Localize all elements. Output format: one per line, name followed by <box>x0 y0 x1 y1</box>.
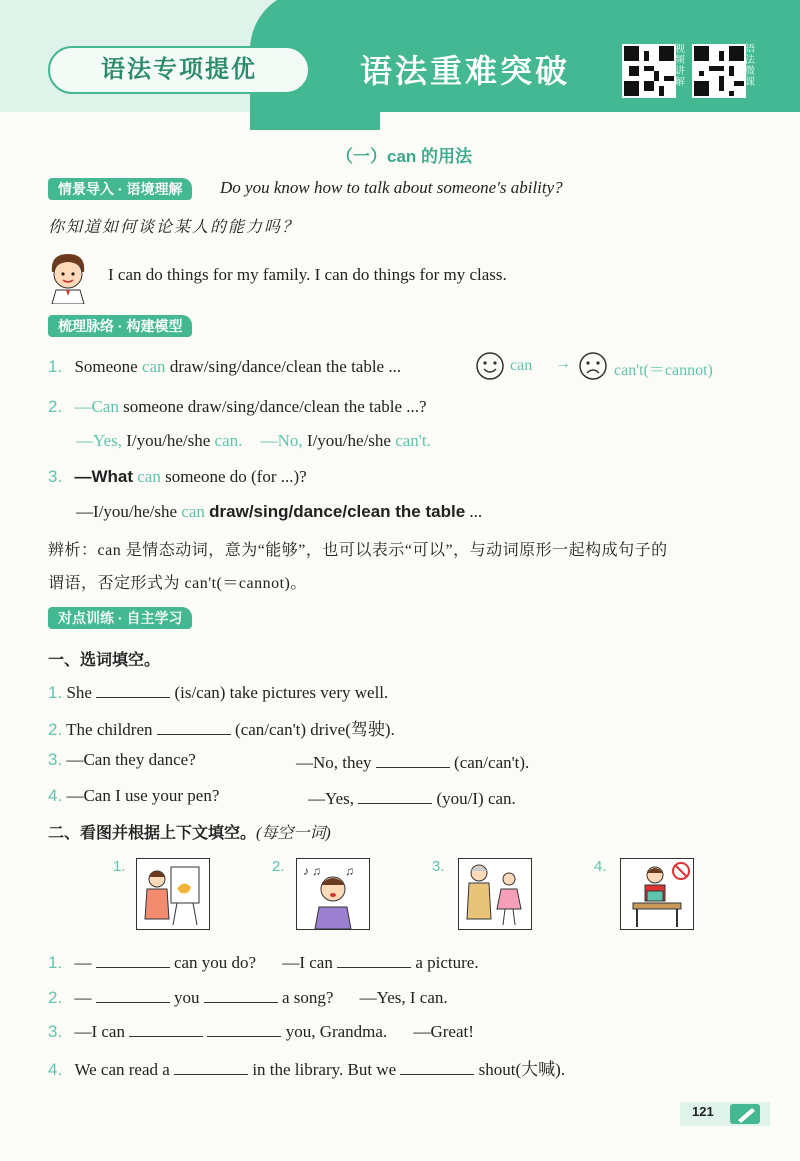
q1-text-b: (is/can) take pictures very well. <box>174 683 389 702</box>
part1-title: 一、选词填空。 <box>48 652 161 669</box>
model-line-2-rest: someone draw/sing/dance/clean the table ...? <box>123 397 427 416</box>
p3-blank-2[interactable] <box>207 1019 281 1037</box>
intro-label: 情景导入 · 语境理解 <box>48 178 192 200</box>
p3-blank-1[interactable] <box>129 1019 203 1037</box>
boy-singing-icon <box>297 859 369 929</box>
model-line-3-num: 3. <box>48 467 63 486</box>
answer-no: —No, <box>260 431 303 450</box>
picture-library-reading <box>620 858 694 930</box>
page-number: 121 <box>692 1104 714 1119</box>
section-tab[interactable]: 语法专项提优 <box>48 46 310 94</box>
q3-num: 3. <box>48 750 63 769</box>
smile-face-icon <box>475 351 505 381</box>
pic-num-1: 1. <box>113 858 126 875</box>
model-line-2-dash: — <box>74 397 92 416</box>
part2-heading <box>48 820 331 843</box>
note-line-1: 辨析：can 是情态动词，意为“能够”，也可以表示“可以”，与动词原形一起构成句子的 <box>48 542 668 559</box>
model-label: 梳理脉络 · 构建模型 <box>48 315 192 337</box>
q2-text-b: (can/can't) drive(驾驶). <box>235 720 395 739</box>
answer-no-subject: I/you/he/she <box>306 431 391 450</box>
question-4 <box>48 786 219 806</box>
model-line-3b-end: ... <box>469 502 483 521</box>
p3-num: 3. <box>48 1022 63 1041</box>
answer-no-cant: can't. <box>395 431 431 450</box>
svg-text:♪ ♫: ♪ ♫ <box>303 864 321 878</box>
p2-text-d: —Yes, I can. <box>359 988 448 1007</box>
answer-yes: —Yes, <box>76 431 122 450</box>
smile-can: can <box>510 357 533 374</box>
model-line-3 <box>48 467 307 487</box>
pencil-glyph <box>730 1104 760 1124</box>
p1-dash: — <box>74 953 92 972</box>
p1-blank-2[interactable] <box>337 950 411 968</box>
q4-text-a: —Can I use your pen? <box>66 786 220 805</box>
model-line-3-can: can <box>137 467 161 486</box>
page-title: 语法重难突破 <box>360 53 571 89</box>
question-3 <box>48 750 196 770</box>
q3-text-b: —No, they <box>296 753 372 772</box>
pic-question-2 <box>48 985 448 1008</box>
intro-question-en: Do you know how to talk about someone's ability? <box>220 178 563 197</box>
model-line-3b-verbs: draw/sing/dance/clean the table <box>209 502 466 521</box>
model-line-3-rest: someone do (for ...)? <box>165 467 307 486</box>
q4-text-b: —Yes, <box>308 789 354 808</box>
p2-text-c: a song? <box>281 988 334 1007</box>
model-line-1 <box>48 357 401 377</box>
question-2 <box>48 715 395 740</box>
pencil-icon <box>730 1104 760 1124</box>
p4-num: 4. <box>48 1060 63 1079</box>
pic-num-4: 4. <box>594 858 607 875</box>
pic-num-3: 3. <box>432 858 445 875</box>
qr-code-video[interactable] <box>622 44 676 98</box>
q3-text-c: (can/can't). <box>454 753 530 772</box>
part2-title: 二、看图并根据上下文填空。 <box>48 825 257 842</box>
p1-blank-1[interactable] <box>96 950 170 968</box>
answer-yes-subject: I/you/he/she <box>126 431 211 450</box>
q2-text-a: The children <box>66 720 153 739</box>
q4-num: 4. <box>48 786 63 805</box>
smile-cant: can't(＝cannot) <box>614 362 713 379</box>
p3-text-c: —Great! <box>413 1022 474 1041</box>
p2-blank-1[interactable] <box>96 985 170 1003</box>
model-line-3b-can: can <box>181 502 205 521</box>
pic-question-3 <box>48 1019 474 1042</box>
question-3-answer <box>296 750 529 773</box>
q4-text-c: (you/I) can. <box>436 789 516 808</box>
p4-blank-1[interactable] <box>174 1057 248 1075</box>
p2-dash: — <box>74 988 92 1007</box>
model-line-2 <box>48 397 427 417</box>
p1-text-b: can you do? <box>173 953 257 972</box>
model-line-2b <box>76 431 431 451</box>
model-line-3-what: —What <box>74 467 133 486</box>
answer-yes-can: can. <box>214 431 243 450</box>
p2-num: 2. <box>48 988 63 1007</box>
model-line-1-subject: Someone <box>74 357 138 376</box>
model-line-3b-start: —I/you/he/she <box>76 502 178 521</box>
p1-num: 1. <box>48 953 63 972</box>
p2-text-b: you <box>173 988 200 1007</box>
q3-text-a: —Can they dance? <box>66 750 196 769</box>
qr-code-lesson[interactable] <box>692 44 746 98</box>
model-line-2-can: Can <box>91 397 119 416</box>
question-4-answer <box>308 786 516 809</box>
p1-text-c: —I can <box>282 953 333 972</box>
model-line-1-rest: draw/sing/dance/clean the table ... <box>169 357 402 376</box>
q4-blank[interactable] <box>358 786 432 804</box>
section-title: （一）can 的用法 <box>336 147 473 166</box>
p4-blank-2[interactable] <box>400 1057 474 1075</box>
sad-face-icon <box>578 351 608 381</box>
note-line-2: 谓语，否定形式为 can't(＝cannot)。 <box>48 575 307 592</box>
picture-grandma-dance <box>458 858 532 930</box>
model-line-3b <box>76 502 482 522</box>
practice-label: 对点训练 · 自主学习 <box>48 607 192 629</box>
p2-blank-2[interactable] <box>204 985 278 1003</box>
model-line-1-num: 1. <box>48 357 63 376</box>
pic-question-1 <box>48 950 479 973</box>
qr-icon <box>624 46 674 96</box>
grandma-dancing-icon <box>459 859 531 929</box>
p3-text-a: —I can <box>74 1022 125 1041</box>
arrow-icon: → <box>555 355 571 372</box>
p1-text-d: a picture. <box>415 953 479 972</box>
q3-blank[interactable] <box>376 750 450 768</box>
intro-example: I can do things for my family. I can do things for my class. <box>108 265 507 284</box>
pic-question-4 <box>48 1055 565 1080</box>
boy-avatar-icon <box>44 250 92 304</box>
model-line-1-can: can <box>141 357 166 376</box>
question-1 <box>48 680 388 703</box>
p4-text-b: in the library. But we <box>252 1060 397 1079</box>
q2-num: 2. <box>48 720 63 739</box>
picture-boy-singing <box>296 858 370 930</box>
q1-num: 1. <box>48 683 63 702</box>
picture-girl-drawing <box>136 858 210 930</box>
q2-blank[interactable] <box>157 717 231 735</box>
girl-drawing-icon <box>137 859 209 929</box>
model-line-2-num: 2. <box>48 397 63 416</box>
part2-note: (每空一词) <box>256 825 331 842</box>
pic-num-2: 2. <box>272 858 285 875</box>
qr-label-video: 视频讲解 <box>675 44 685 88</box>
p4-text-c: shout(大喊). <box>478 1060 566 1079</box>
intro-question-cn: 你知道如何谈论某人的能力吗？ <box>48 219 301 236</box>
p3-text-b: you, Grandma. <box>285 1022 388 1041</box>
q1-blank[interactable] <box>96 680 170 698</box>
qr-icon <box>694 46 744 96</box>
p4-text-a: We can read a <box>74 1060 170 1079</box>
q1-text-a: She <box>66 683 92 702</box>
boy-reading-icon <box>621 859 693 929</box>
svg-text:♫: ♫ <box>345 864 354 878</box>
qr-label-lesson: 语法微课 <box>745 44 755 88</box>
